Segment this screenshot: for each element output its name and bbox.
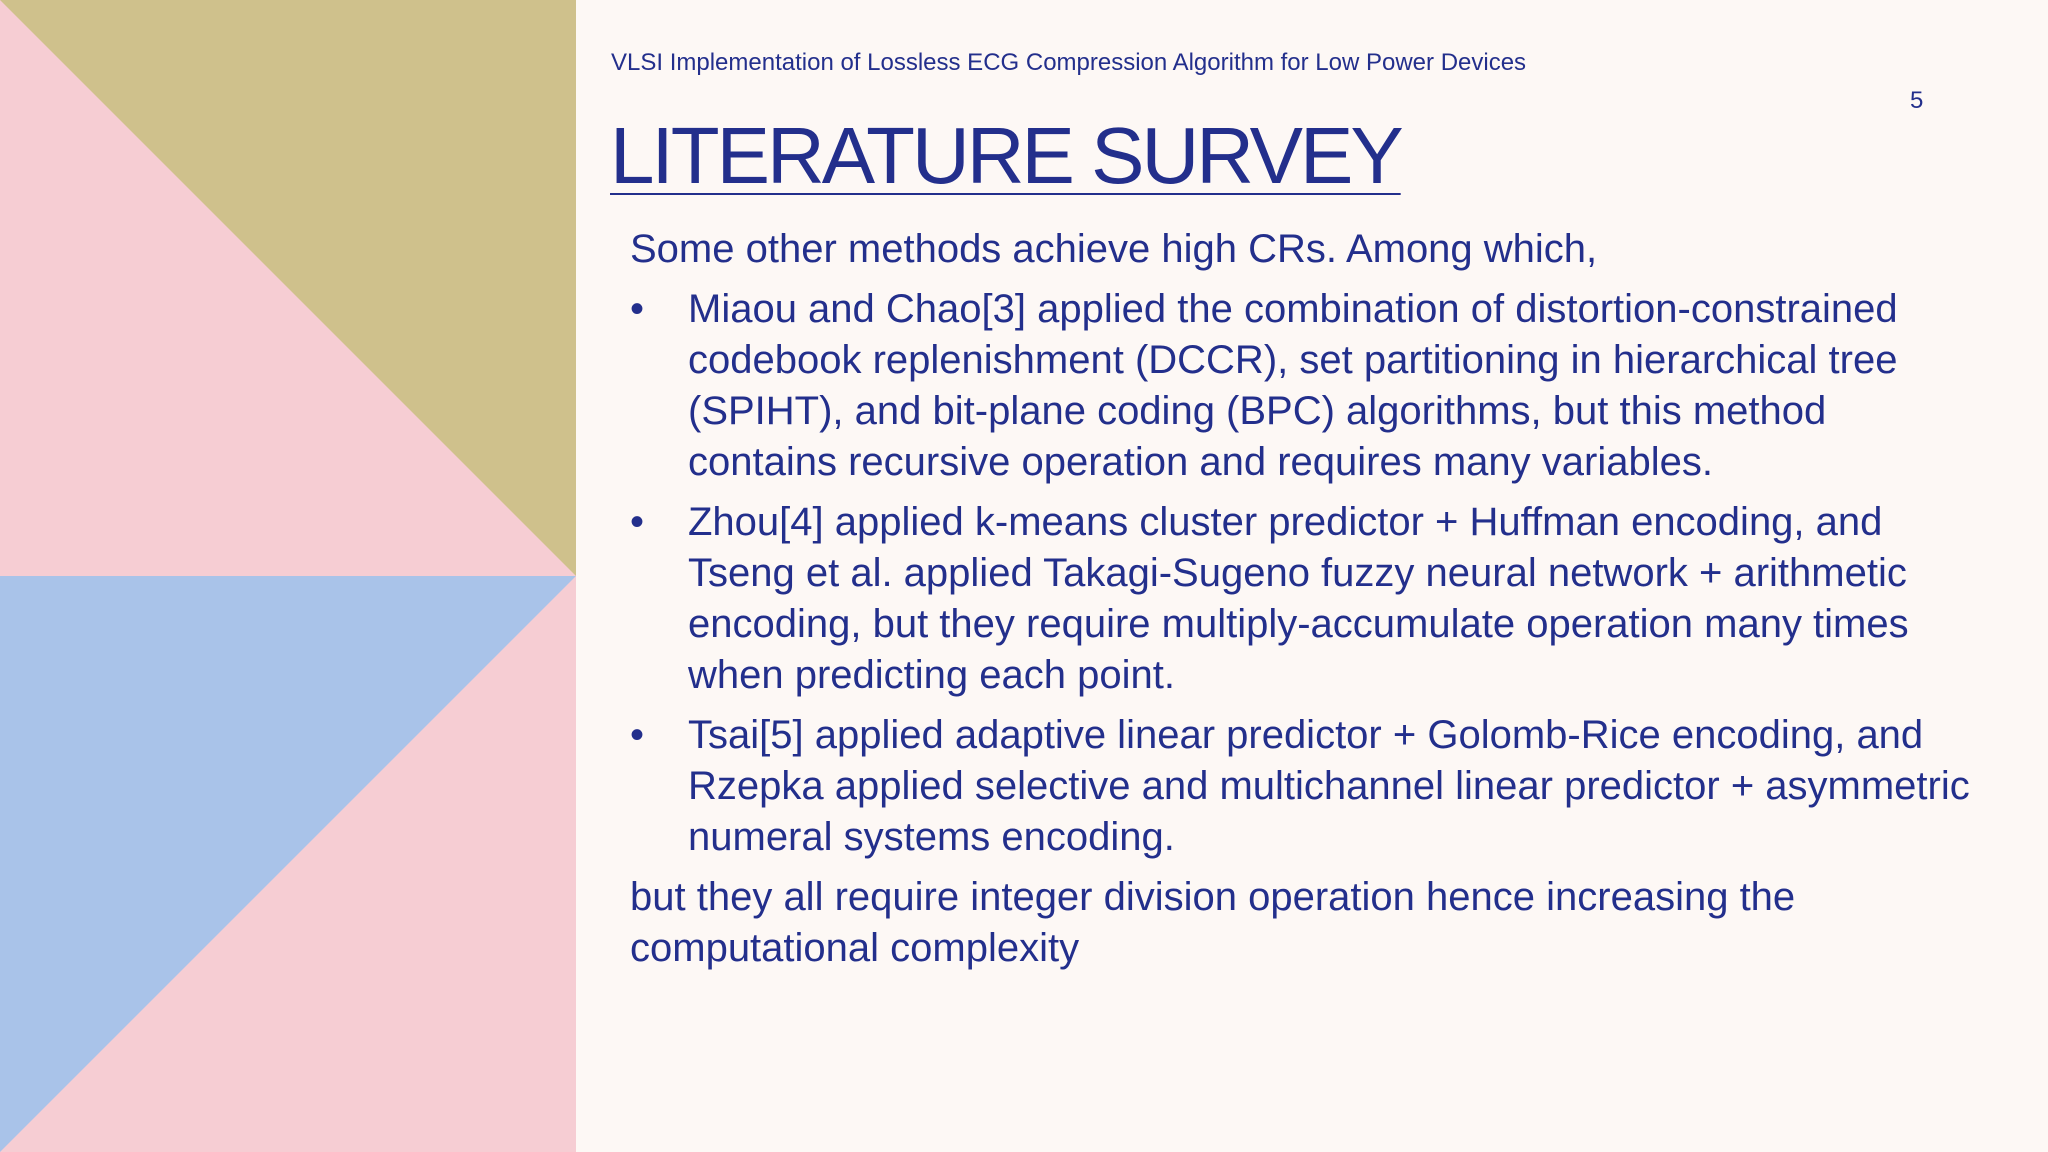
slide-body: [630, 224, 1970, 974]
decorative-art-panel: [0, 0, 576, 1152]
bullet-icon: •: [630, 500, 645, 544]
intro-text: Some other methods achieve high CRs. Among which,: [630, 227, 1598, 271]
bullet-text: Miaou and Chao[3] applied the combination of distortion-constrained codebook replenishment (DCCR), set partitioning in hierarchical tree (SPIHT), and bit-plane coding (BPC) algorithms, but this method contains recursive operation and requires many variables.: [688, 287, 1898, 484]
bullet-icon: •: [630, 713, 645, 757]
list-item: [630, 710, 1970, 863]
bullet-list: [630, 284, 1970, 863]
bullet-text: Tsai[5] applied adaptive linear predictor + Golomb-Rice encoding, and Rzepka applied selective and multichannel linear predictor + asymmetric numeral systems encoding.: [688, 713, 1970, 859]
bullet-icon: •: [630, 287, 645, 331]
slide-title: LITERATURE SURVEY: [610, 111, 1401, 200]
closing-text: but they all require integer division operation hence increasing the computational complexity: [630, 875, 1796, 970]
list-item: [630, 497, 1970, 701]
presentation-header: VLSI Implementation of Lossless ECG Compression Algorithm for Low Power Devices: [611, 49, 1527, 76]
bullet-text: Zhou[4] applied k-means cluster predictor + Huffman encoding, and Tseng et al. applied Takagi-Sugeno fuzzy neural network + arithmetic encoding, but they require multiply-accumulate operation many times when predicting each point.: [688, 500, 1909, 697]
geometric-triangles-graphic: [0, 0, 576, 1152]
list-item: [630, 284, 1970, 488]
page-number: 5: [1910, 87, 1924, 114]
